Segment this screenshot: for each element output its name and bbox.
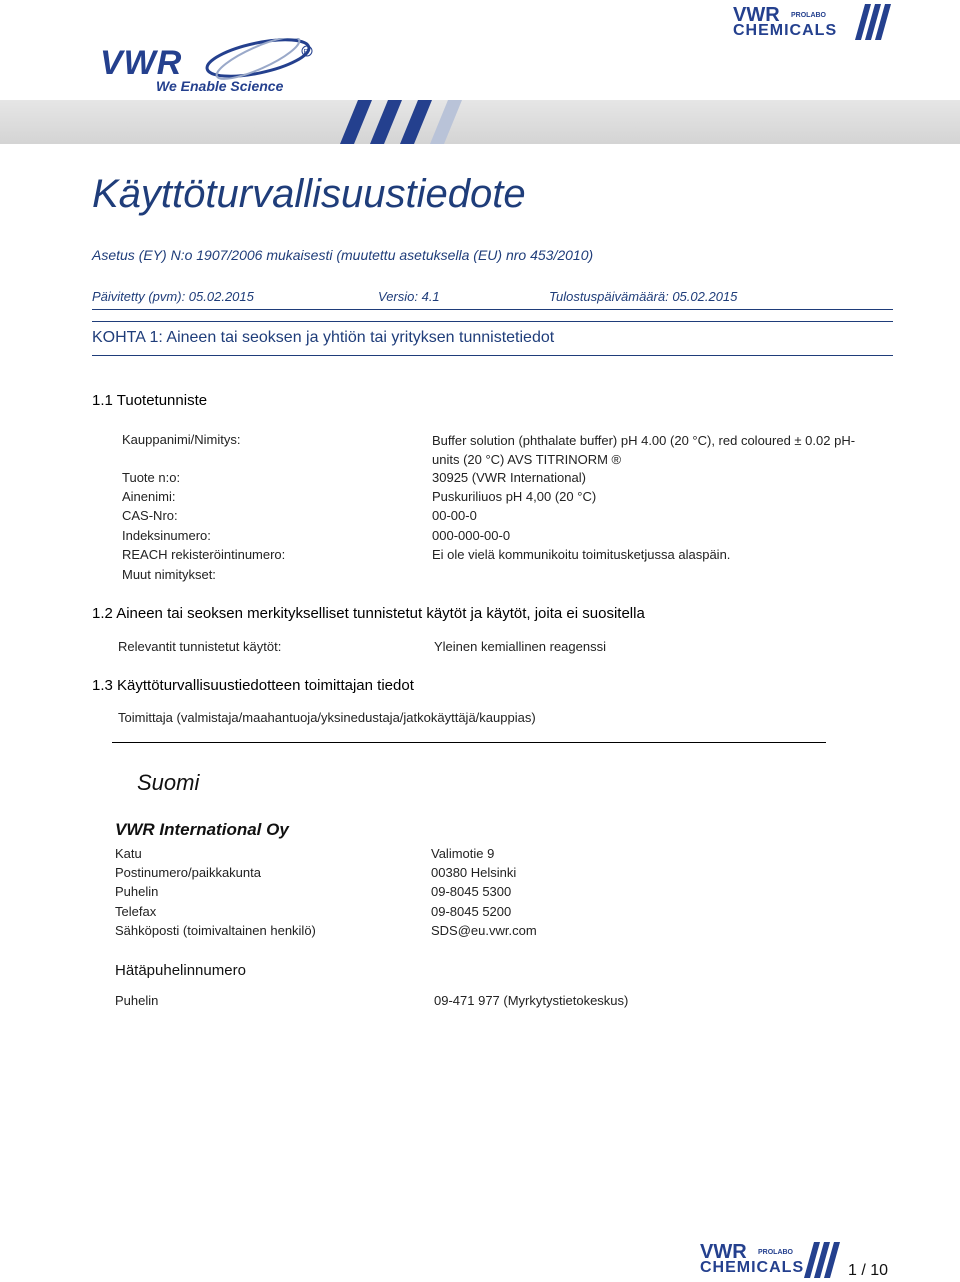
- identifier-label: CAS-Nro:: [122, 508, 178, 523]
- identifier-label: Muut nimitykset:: [122, 567, 216, 582]
- country-name: Suomi: [137, 770, 200, 795]
- version: Versio: 4.1: [378, 289, 440, 304]
- chem-logo-mark: [855, 4, 891, 40]
- contact-value: 00380 Helsinki: [431, 865, 517, 880]
- identifier-value: 000-000-00-0: [432, 528, 511, 543]
- chem-logo-bottom: CHEMICALS: [733, 22, 838, 39]
- contact-label: Telefax: [115, 904, 157, 919]
- footer-logo-bottom: CHEMICALS: [700, 1259, 805, 1276]
- identifier-label: Ainenimi:: [122, 489, 176, 504]
- contact-label: Puhelin: [115, 884, 159, 899]
- meta-divider: [92, 309, 893, 310]
- identifier-value: Ei ole vielä kommunikoitu toimitusketjussa alaspäin.: [432, 547, 731, 562]
- contact-value: Valimotie 9: [431, 846, 495, 861]
- vwr-logo-text: VWR: [100, 44, 183, 82]
- footer-logo-badge: PROLABO: [758, 1249, 793, 1256]
- identifier-label: Indeksinumero:: [122, 528, 211, 543]
- identifier-label: Tuote n:o:: [122, 470, 181, 485]
- vwr-chemicals-logo: [733, 4, 893, 40]
- regulation-line: Asetus (EY) N:o 1907/2006 mukaisesti (muutettu asetuksella (EU) nro 453/2010): [92, 247, 594, 263]
- footer-logo-mark: [804, 1242, 840, 1278]
- revised-date: Päivitetty (pvm): 05.02.2015: [92, 289, 254, 304]
- emergency-value: 09-471 977 (Myrkytystietokeskus): [434, 993, 629, 1008]
- identifier-value: 00-00-0: [432, 508, 477, 523]
- page-number: 1 / 10: [848, 1262, 889, 1279]
- identifier-label: Kauppanimi/Nimitys:: [122, 432, 241, 447]
- contact-label: Katu: [115, 846, 142, 861]
- identifier-value: 30925 (VWR International): [432, 470, 586, 485]
- subsection-1-2-title: 1.2 Aineen tai seoksen merkitykselliset tunnistetut käytöt ja käytöt, joita ei suositella: [92, 605, 645, 622]
- subsection-1-1-title: 1.1 Tuotetunniste: [92, 392, 208, 409]
- vwr-tagline: We Enable Science: [156, 78, 284, 94]
- band-chevron-mark: [340, 100, 480, 144]
- company-name: VWR International Oy: [115, 820, 289, 839]
- emergency-label: Puhelin: [115, 993, 159, 1008]
- contact-email[interactable]: SDS@eu.vwr.com: [431, 923, 537, 938]
- uses-label: Relevantit tunnistetut käytöt:: [118, 639, 282, 654]
- vwr-logo: [98, 38, 318, 98]
- supplier-caption: Toimittaja (valmistaja/maahantuoja/yksinedustaja/jatkokäyttäjä/kauppias): [118, 710, 536, 725]
- subsection-1-3-title: 1.3 Käyttöturvallisuustiedotteen toimittajan tiedot: [92, 677, 414, 694]
- chem-logo-top: VWR: [733, 4, 780, 26]
- emergency-title: Hätäpuhelinnumero: [115, 962, 246, 979]
- footer-logo-top: VWR: [700, 1241, 747, 1263]
- print-date: Tulostuspäivämäärä: 05.02.2015: [549, 289, 738, 304]
- contact-label: Postinumero/paikkakunta: [115, 865, 261, 880]
- identifier-value: Buffer solution (phthalate buffer) pH 4.00 (20 °C), red coloured ± 0.02 pH-units (20 °C) AVS TITRINORM ®: [432, 433, 856, 467]
- chem-logo-badge: PROLABO: [791, 12, 826, 19]
- footer-chemicals-logo: [700, 1240, 842, 1278]
- contact-value: 09-8045 5300: [431, 884, 512, 899]
- contact-value: 09-8045 5200: [431, 904, 512, 919]
- supplier-divider: [112, 742, 826, 743]
- svg-text:R: R: [303, 49, 309, 56]
- section-title: KOHTA 1: Aineen tai seoksen ja yhtiön tai yrityksen tunnistetiedot: [92, 329, 555, 346]
- uses-value: Yleinen kemiallinen reagenssi: [434, 639, 606, 654]
- identifier-value: Puskuriliuos pH 4,00 (20 °C): [432, 489, 597, 504]
- identifier-label: REACH rekisteröintinumero:: [122, 547, 286, 562]
- contact-label: Sähköposti (toimivaltainen henkilö): [115, 923, 316, 938]
- header-band: [0, 100, 960, 144]
- document-title: Käyttöturvallisuustiedote: [92, 172, 526, 216]
